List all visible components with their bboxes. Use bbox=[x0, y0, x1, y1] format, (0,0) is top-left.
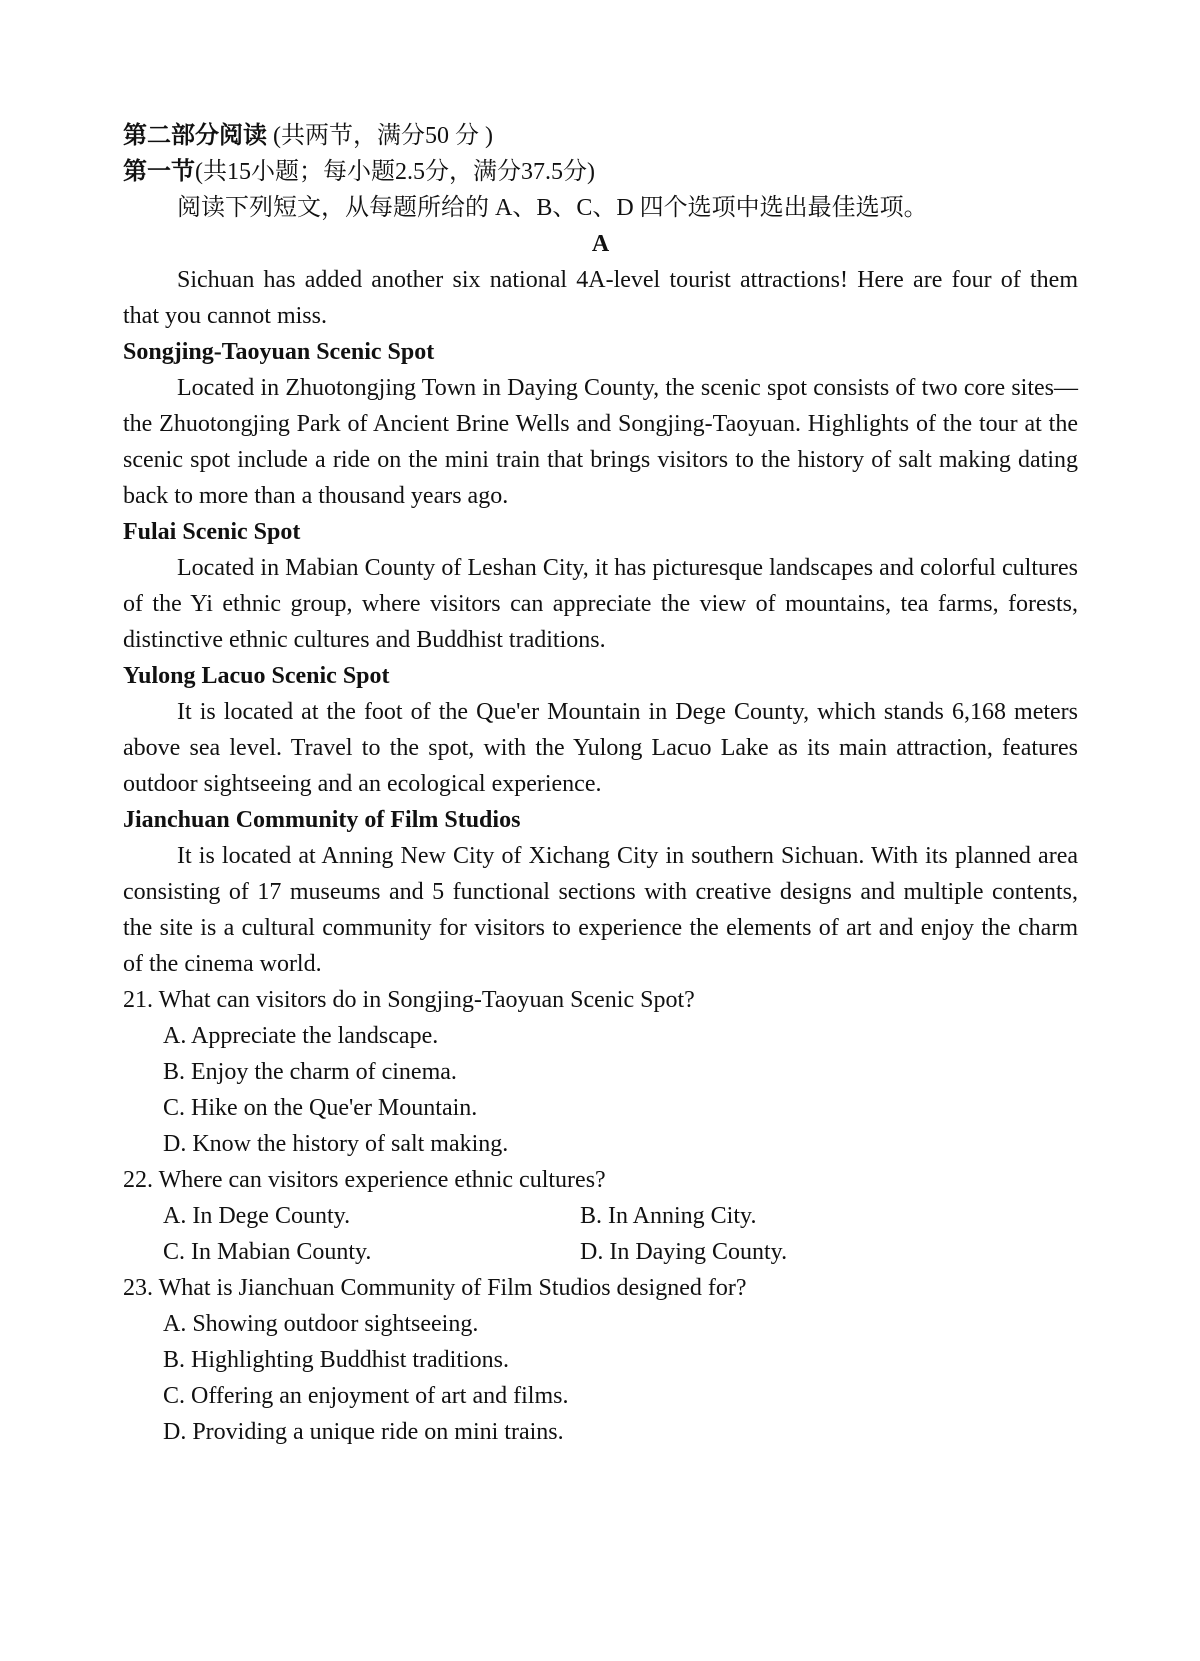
section-title: 第一节 bbox=[123, 159, 195, 185]
spot-title: Yulong Lacuo Scenic Spot bbox=[123, 663, 390, 689]
instruction: 阅读下列短文，从每题所给的 A、B、C、D 四个选项中选出最佳选项。 bbox=[177, 195, 928, 221]
section-heading bbox=[123, 154, 1078, 190]
answer-option: D. In Daying County. bbox=[580, 1239, 788, 1265]
answer-option: C. Hike on the Que'er Mountain. bbox=[163, 1095, 478, 1121]
answer-option-row bbox=[123, 1234, 1078, 1270]
part-title: 第二部分阅读 bbox=[123, 123, 267, 149]
answer-option: D. Providing a unique ride on mini trains. bbox=[163, 1419, 564, 1445]
spot-title: Fulai Scenic Spot bbox=[123, 519, 301, 545]
answer-option: A. Appreciate the landscape. bbox=[163, 1023, 439, 1049]
exam-page bbox=[123, 118, 1078, 1450]
spot-description bbox=[123, 838, 1078, 982]
spot-description-text: Located in Zhuotongjing Town in Daying County, the scenic spot consists of two core sites— the Zhuotongjing Park of Ancient Brine Wells and Songjing-Taoyuan. Highlights of the tour at the scenic spot include a ride on the mini train that brings visitors to the history of salt making dating back to more than a thousand years ago. bbox=[123, 375, 1078, 509]
spot-title: Jianchuan Community of Film Studios bbox=[123, 807, 521, 833]
answer-option: B. Highlighting Buddhist traditions. bbox=[163, 1347, 510, 1373]
question-stem: 21. What can visitors do in Songjing-Taoyuan Scenic Spot? bbox=[123, 987, 695, 1013]
answer-option: B. Enjoy the charm of cinema. bbox=[163, 1059, 457, 1085]
spot-description-text: It is located at Anning New City of Xichang City in southern Sichuan. With its planned area consisting of 17 museums and 5 functional sections with creative designs and multiple contents, the site is a cultural community for visitors to experience the elements of art and enjoy the charm of the cinema world. bbox=[123, 843, 1078, 977]
section-score-note: (共15小题；每小题2.5分，满分37.5分) bbox=[195, 159, 595, 185]
spot-description bbox=[123, 550, 1078, 658]
spot-description bbox=[123, 694, 1078, 802]
passage-intro bbox=[123, 262, 1078, 334]
answer-option: C. In Mabian County. bbox=[163, 1239, 372, 1265]
question-stem: 23. What is Jianchuan Community of Film Studios designed for? bbox=[123, 1275, 747, 1301]
answer-option: D. Know the history of salt making. bbox=[163, 1131, 509, 1157]
passage-intro-text: Sichuan has added another six national 4A-level tourist attractions! Here are four of them that you cannot miss. bbox=[123, 267, 1078, 329]
spot-description bbox=[123, 370, 1078, 514]
part-score-note: (共两节，满分50 分 ) bbox=[267, 123, 493, 149]
part-heading bbox=[123, 118, 1078, 154]
answer-option: C. Offering an enjoyment of art and films. bbox=[163, 1383, 569, 1409]
answer-option: A. In Dege County. bbox=[163, 1203, 351, 1229]
spot-description-text: Located in Mabian County of Leshan City, it has picturesque landscapes and colorful cultures of the Yi ethnic group, where visitors can appreciate the view of mountains, tea farms, forests, distinctive ethnic cultures and Buddhist traditions. bbox=[123, 555, 1078, 653]
passage-letter: A bbox=[591, 231, 610, 257]
answer-option-row bbox=[123, 1198, 1078, 1234]
spot-title: Songjing-Taoyuan Scenic Spot bbox=[123, 339, 435, 365]
spot-description-text: It is located at the foot of the Que'er Mountain in Dege County, which stands 6,168 meters above sea level. Travel to the spot, with the Yulong Lacuo Lake as its main attraction, features outdoor sightseeing and an ecological experience. bbox=[123, 699, 1078, 797]
answer-option: B. In Anning City. bbox=[580, 1203, 757, 1229]
answer-option: A. Showing outdoor sightseeing. bbox=[163, 1311, 479, 1337]
question-stem: 22. Where can visitors experience ethnic cultures? bbox=[123, 1167, 606, 1193]
